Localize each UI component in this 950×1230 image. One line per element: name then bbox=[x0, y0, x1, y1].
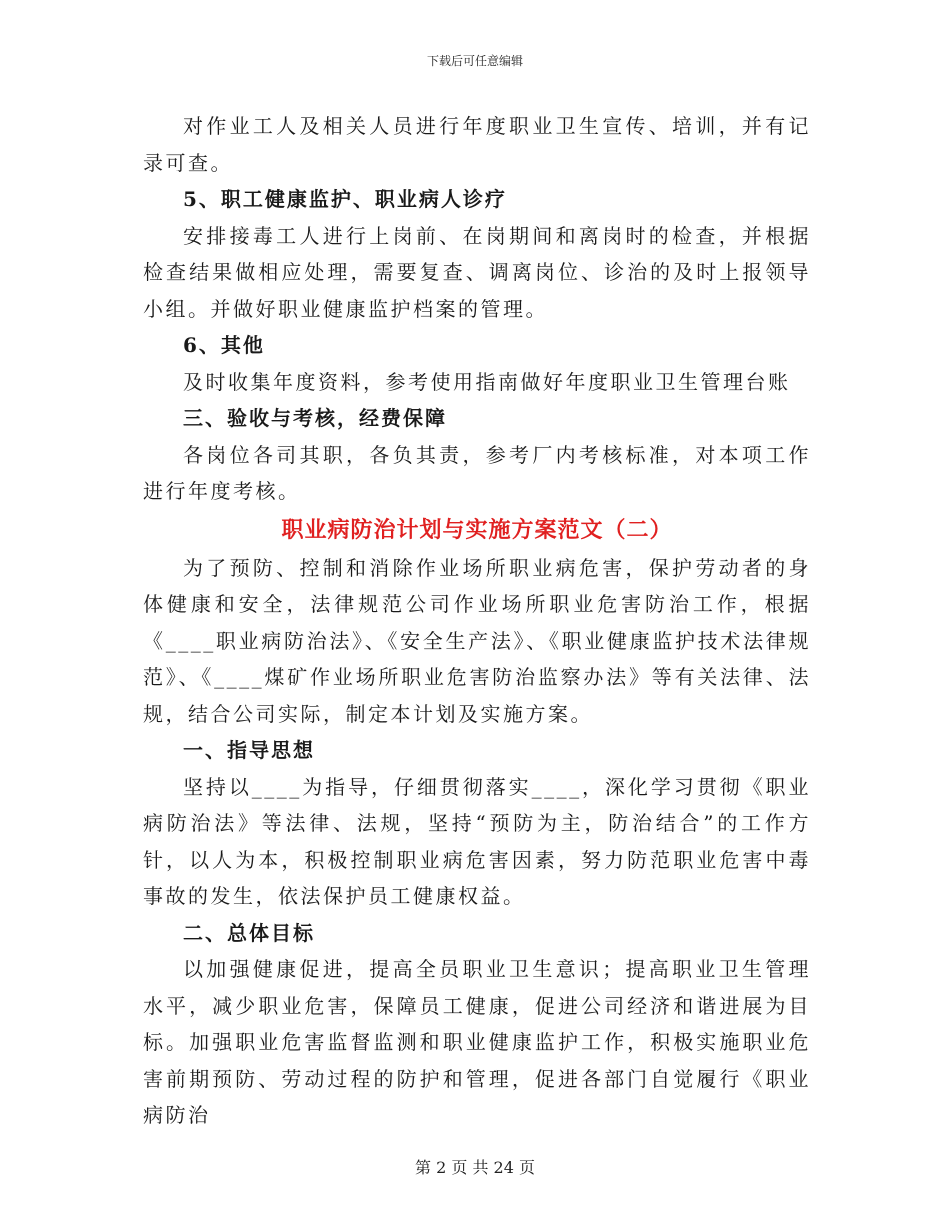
page-header: 下载后可任意编辑 bbox=[426, 54, 523, 68]
paragraph-assessment: 各岗位各司其职，各负其责，参考厂内考核标准，对本项工作进行年度考核。 bbox=[143, 442, 811, 503]
paragraph-health-checks: 安排接毒工人进行上岗前、在岗期间和离岗时的检查，并根据检查结果做相应处理，需要复查、调离岗位、诊治的及时上报领导小组。并做好职业健康监护档案的管理。 bbox=[143, 223, 811, 321]
paragraph-guiding-thought: 坚持以____为指导，仔细贯彻落实____，深化学习贯彻《职业病防治法》等法律、法规，坚持“预防为主，防治结合”的工作方针，以人为本，积极控制职业病危害因素，努力防范职业危害中毒事故的发生，依法保护员工健康权益。 bbox=[143, 774, 811, 908]
page-footer: 第 2 页 共 24 页 bbox=[415, 1158, 535, 1177]
heading-overall-goal: 二、总体目标 bbox=[183, 920, 315, 945]
section-title: 职业病防治计划与实施方案范文（二） bbox=[281, 516, 673, 543]
heading-guiding-thought: 一、指导思想 bbox=[183, 738, 315, 762]
heading-other: 6、其他 bbox=[183, 333, 265, 357]
document-body bbox=[143, 108, 811, 1134]
paragraph-training: 对作业工人及相关人员进行年度职业卫生宣传、培训，并有记录可查。 bbox=[143, 114, 811, 175]
heading-acceptance-assessment: 三、验收与考核，经费保障 bbox=[183, 406, 447, 430]
paragraph-overall-goal: 以加强健康促进，提高全员职业卫生意识；提高职业卫生管理水平，减少职业危害，保障员工健康，促进公司经济和谐进展为目标。加强职业危害监督监测和职业健康监护工作，积极实施职业危害前期预防、劳动过程的防护和管理，促进各部门自觉履行《职业病防治 bbox=[143, 957, 811, 1127]
paragraph-intro: 为了预防、控制和消除作业场所职业病危害，保护劳动者的身体健康和安全，法律规范公司作业场所职业危害防治工作，根据《____职业病防治法》、《安全生产法》、《职业健康监护技术法律规范》、《____煤矿作业场所职业危害防治监察办法》等有关法律、法规，结合公司实际，制定本计划及实施方案。 bbox=[143, 555, 811, 726]
paragraph-annual-records: 及时收集年度资料，参考使用指南做好年度职业卫生管理台账 bbox=[183, 369, 791, 394]
heading-health-monitoring: 5、职工健康监护、职业病人诊疗 bbox=[183, 187, 507, 211]
